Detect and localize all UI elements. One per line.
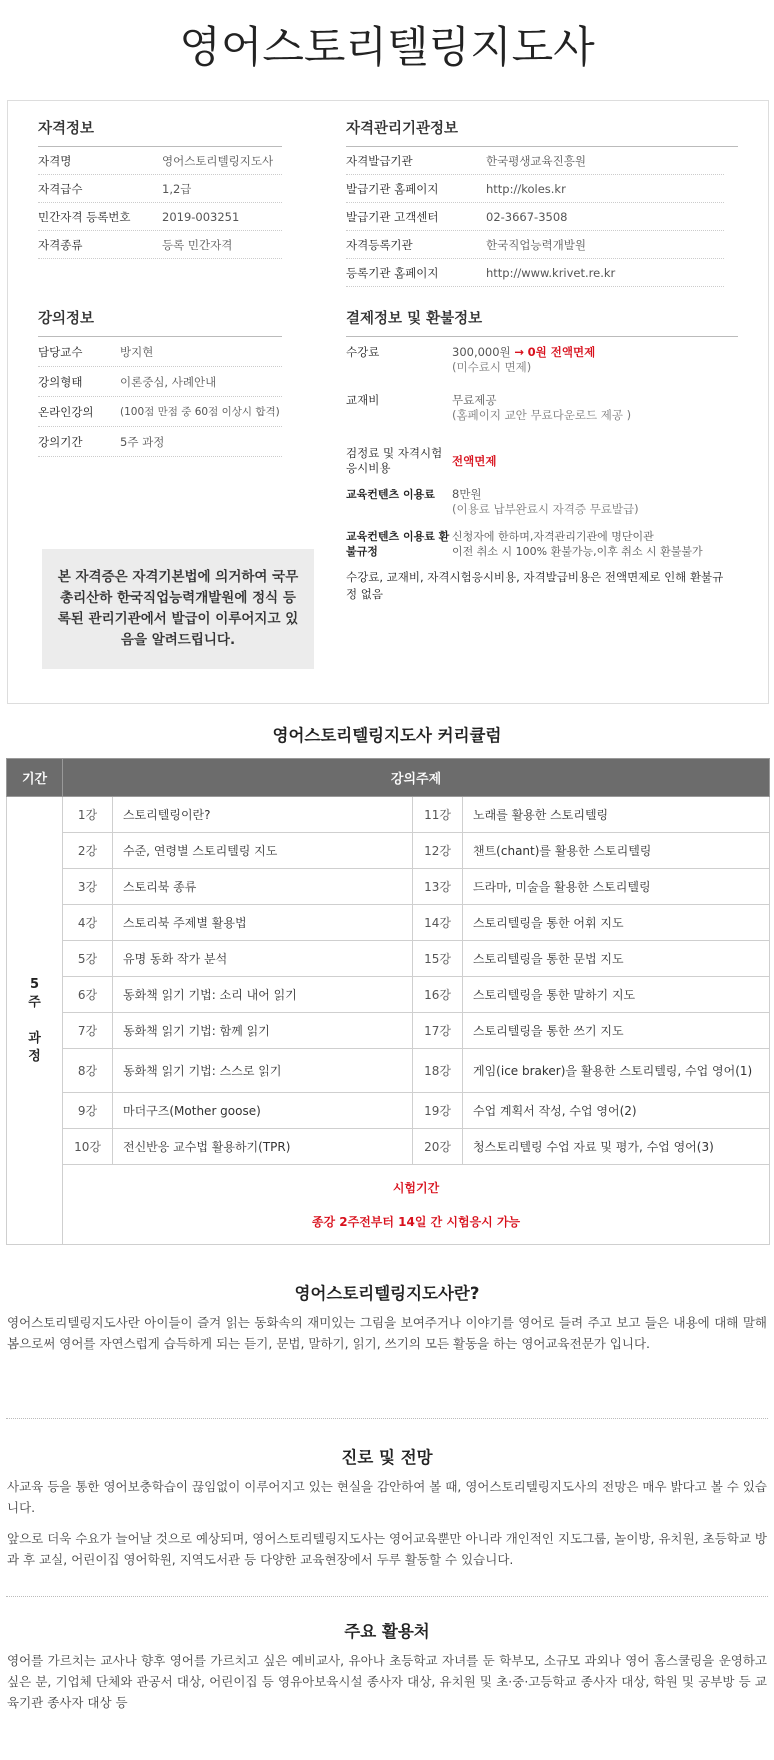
period-cell: 5 주 과 정	[7, 797, 63, 1245]
qual-title: 자격정보	[38, 117, 282, 147]
divider	[6, 1418, 768, 1419]
qual-row: 자격명 영어스토리텔링지도사	[38, 147, 282, 175]
exam-row	[7, 1165, 770, 1245]
about-title: 영어스토리텔링지도사란?	[294, 1284, 480, 1303]
org-title: 자격관리기관정보	[346, 117, 738, 147]
curriculum-header-row	[7, 759, 770, 797]
payment-title: 결제정보 및 환불정보	[346, 307, 738, 337]
career-section	[0, 1444, 774, 1567]
payment-row-refund: 교육컨텐츠 이용료 환불규정 신청자에 한하며,자격관리기관에 명단이관 이전 취소 시 100% 환불가능,이후 취소 시 환불불가	[346, 530, 703, 558]
payment-note: 수강료, 교재비, 자격시험응시비용, 자격발급비용은 전액면제로 인해 환불규정 없음	[346, 570, 724, 601]
exam-title: 시험기간	[392, 1180, 440, 1195]
career-text-2: 앞으로 더욱 수요가 늘어날 것으로 예상되며, 영어스토리텔링지도사는 영어교육뿐만 아니라 개인적인 지도그룹, 놀이방, 유치원, 초등학교 방과 후 교실, 어린이집 영어학원, 지역도서관 등 다양한 교육현장에서 두루 활동할 수 있습니다.	[7, 1531, 767, 1567]
payment-row-material: 교재비 무료제공 (홈페이지 교안 무료다운로드 제공 )	[346, 393, 632, 422]
qual-row: 자격종류 등록 민간자격	[38, 231, 282, 259]
qual-row: 자격급수 1,2급	[38, 175, 282, 203]
usage-text: 영어를 가르치는 교사나 향후 영어를 가르치고 싶은 예비교사, 유아나 초등학교 자녀를 둔 학부모, 소규모 과외나 영어 홈스쿨링을 운영하고 싶은 분, 기업체 단체와 관공서 대상, 어린이집 등 영유아보육시설 종사자 대상, 유치원 및 초·중·고등학교 종사자 대상, 학원 및 공부방 등 교육기관 종사자 대상 등	[7, 1653, 767, 1710]
curriculum-table	[6, 758, 770, 1245]
org-row: 발급기관 고객센터 02-3667-3508	[346, 203, 724, 231]
career-text-1: 사교육 등을 통한 영어보충학습이 끊임없이 이루어지고 있는 현실을 감안하여 볼 때, 영어스토리텔링지도사의 전망은 매우 밝다고 볼 수 있습니다.	[7, 1479, 767, 1515]
lecture-row: 강의기간 5주 과정	[38, 427, 282, 457]
lecture-title: 강의정보	[38, 307, 282, 337]
lecture-row: 강의형태 이론중심, 사례안내	[38, 367, 282, 397]
info-box	[7, 100, 769, 704]
qual-section	[38, 117, 282, 259]
payment-row-content: 교육컨텐츠 이용료 8만원 (이용료 납부완료시 자격증 무료발급)	[346, 487, 639, 516]
header-period: 기간	[7, 759, 63, 797]
table-row: 6강 동화책 읽기 기법: 소리 내어 읽기 16강 스토리텔링을 통한 말하기 지도	[7, 977, 770, 1013]
table-row: 2강 수준, 연령별 스토리텔링 지도 12강 챈트(chant)를 활용한 스토리텔링	[7, 833, 770, 869]
lecture-section	[38, 307, 282, 457]
lecture-row: 담당교수 방지현	[38, 337, 282, 367]
table-row: 3강 스토리북 종류 13강 드라마, 미술을 활용한 스토리텔링	[7, 869, 770, 905]
payment-section	[346, 307, 738, 603]
exam-cell	[63, 1165, 770, 1245]
career-title: 진로 및 전망	[341, 1448, 433, 1467]
about-section	[0, 1280, 774, 1351]
org-row: 발급기관 홈페이지 http://koles.kr	[346, 175, 724, 203]
header-topic: 강의주제	[63, 759, 770, 797]
payment-row-tuition: 수강료 300,000원 → 0원 전액면제 (미수료시 면제)	[346, 345, 596, 374]
table-row: 10강 전신반응 교수법 활용하기(TPR) 20강 청스토리텔링 수업 자료 및 평가, 수업 영어(3)	[7, 1129, 770, 1165]
table-row: 5강 유명 동화 작가 분석 15강 스토리텔링을 통한 문법 지도	[7, 941, 770, 977]
table-row: 7강 동화책 읽기 기법: 함께 읽기 17강 스토리텔링을 통한 쓰기 지도	[7, 1013, 770, 1049]
notice-box: 본 자격증은 자격기본법에 의거하여 국무총리산하 한국직업능력개발원에 정식 등록된 관리기관에서 발급이 이루어지고 있음을 알려드립니다.	[42, 549, 314, 669]
exam-text: 종강 2주전부터 14일 간 시험응시 가능	[311, 1214, 521, 1229]
table-row: 9강 마더구즈(Mother goose) 19강 수업 계획서 작성, 수업 영어(2)	[7, 1093, 770, 1129]
lecture-row: 온라인강의 (100점 만점 중 60점 이상시 합격)	[38, 397, 282, 427]
usage-title: 주요 활용처	[344, 1622, 430, 1641]
table-row: 4강 스토리북 주제별 활용법 14강 스토리텔링을 통한 어휘 지도	[7, 905, 770, 941]
curriculum-title: 영어스토리텔링지도사 커리큘럼	[272, 726, 502, 745]
org-section	[346, 117, 738, 287]
payment-row-exam: 검정료 및 자격시험 응시비용 전액면제	[346, 446, 497, 475]
org-row: 자격등록기관 한국직업능력개발원	[346, 231, 724, 259]
divider	[6, 1596, 768, 1597]
page-title: 영어스토리텔링지도사	[179, 23, 595, 73]
org-row: 등록기관 홈페이지 http://www.krivet.re.kr	[346, 259, 724, 287]
org-row: 자격발급기관 한국평생교육진흥원	[346, 147, 724, 175]
usage-section	[0, 1618, 774, 1710]
table-row: 8강 동화책 읽기 기법: 스스로 읽기 18강 게임(ice braker)을 활용한 스토리텔링, 수업 영어(1)	[7, 1049, 770, 1093]
about-text: 영어스토리텔링지도사란 아이들이 즐겨 읽는 동화속의 재미있는 그림을 보여주거나 이야기를 영어로 들려 주고 보고 들은 내용에 대해 말해봄으로써 영어를 자연스럽게 습득하게 되는 듣기, 문법, 말하기, 읽기, 쓰기의 모든 활동을 하는 영어교육전문가 입니다.	[7, 1315, 767, 1351]
qual-row: 민간자격 등록번호 2019-003251	[38, 203, 282, 231]
table-row: 5 주 과 정 1강 스토리텔링이란? 11강 노래를 활용한 스토리텔링	[7, 797, 770, 833]
